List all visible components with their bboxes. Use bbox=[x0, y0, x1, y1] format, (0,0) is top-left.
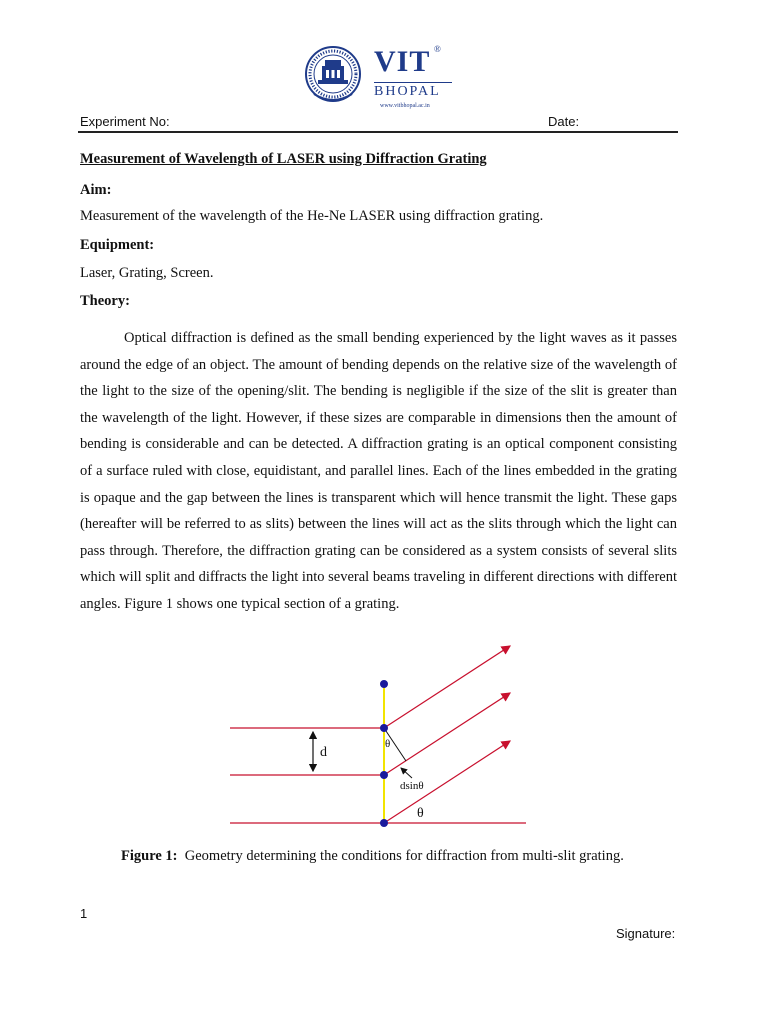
slit-point-top bbox=[380, 680, 388, 688]
slit-point-2 bbox=[380, 771, 388, 779]
page-number: 1 bbox=[80, 906, 88, 921]
logo-divider bbox=[374, 82, 452, 83]
dsin-pointer bbox=[401, 768, 412, 778]
theory-paragraph: Optical diffraction is defined as the small bending experienced by the light waves as it passes around the edge of an object. The amount of bending depends on the relative size of the wavelength of the light to the size of the opening/slit. The bending is negligible if the size of the slit is greater than the wavelength of the light. However, if these sizes are comparable in dimensions then the amount of bending is considerable and can be detected. A diffraction grating is an optical component consisting of a surface ruled with close, equidistant, and parallel lines. Each of the lines embedded in the grating is opaque and the gap between the lines is transparent which will hence transmit the light. These gaps (hereafter will be referred to as slits) between the lines will act as the slits through which the light can pass through. Therefore, the diffraction grating can be considered as a system consists of several slits which will split and diffracts the light into several beams traveling in different directions with different angles. Figure 1 shows one typical section of a grating. bbox=[80, 330, 677, 612]
logo-wordmark bbox=[374, 44, 464, 109]
theory-heading: Theory: bbox=[80, 293, 130, 309]
slit-point-3 bbox=[380, 819, 388, 827]
university-seal-icon bbox=[304, 44, 362, 108]
diffracted-ray-2 bbox=[384, 693, 510, 775]
label-theta-small: θ bbox=[385, 738, 391, 750]
signature-label: Signature: bbox=[616, 926, 676, 941]
header-divider bbox=[78, 131, 678, 133]
aim-heading: Aim: bbox=[80, 182, 112, 198]
logo-campus: BHOPAL bbox=[374, 84, 441, 99]
date-label: Date: bbox=[548, 114, 580, 129]
logo-url: www.vitbhopal.ac.in bbox=[380, 103, 430, 109]
slit-point-1 bbox=[380, 724, 388, 732]
label-d: d bbox=[320, 745, 327, 760]
diffraction-grating-figure bbox=[200, 640, 540, 840]
figure-caption-text: Geometry determining the conditions for diffraction from multi-slit grating. bbox=[184, 848, 624, 864]
document-title: Measurement of Wavelength of LASER using Diffraction Grating bbox=[80, 151, 487, 167]
label-dsin-theta: dsinθ bbox=[400, 780, 424, 792]
aim-text: Measurement of the wavelength of the He-Ne LASER using diffraction grating. bbox=[80, 208, 544, 224]
equipment-text: Laser, Grating, Screen. bbox=[80, 265, 214, 281]
logo-brand: VIT bbox=[374, 45, 431, 78]
label-theta: θ bbox=[417, 806, 424, 821]
equipment-heading: Equipment: bbox=[80, 237, 155, 253]
figure-caption bbox=[121, 848, 624, 865]
diffracted-ray-1 bbox=[384, 646, 510, 728]
vit-bhopal-logo bbox=[304, 44, 464, 116]
figure-caption-label: Figure 1: bbox=[121, 848, 178, 864]
experiment-number-label: Experiment No: bbox=[80, 114, 170, 129]
registered-mark: ® bbox=[434, 44, 441, 54]
